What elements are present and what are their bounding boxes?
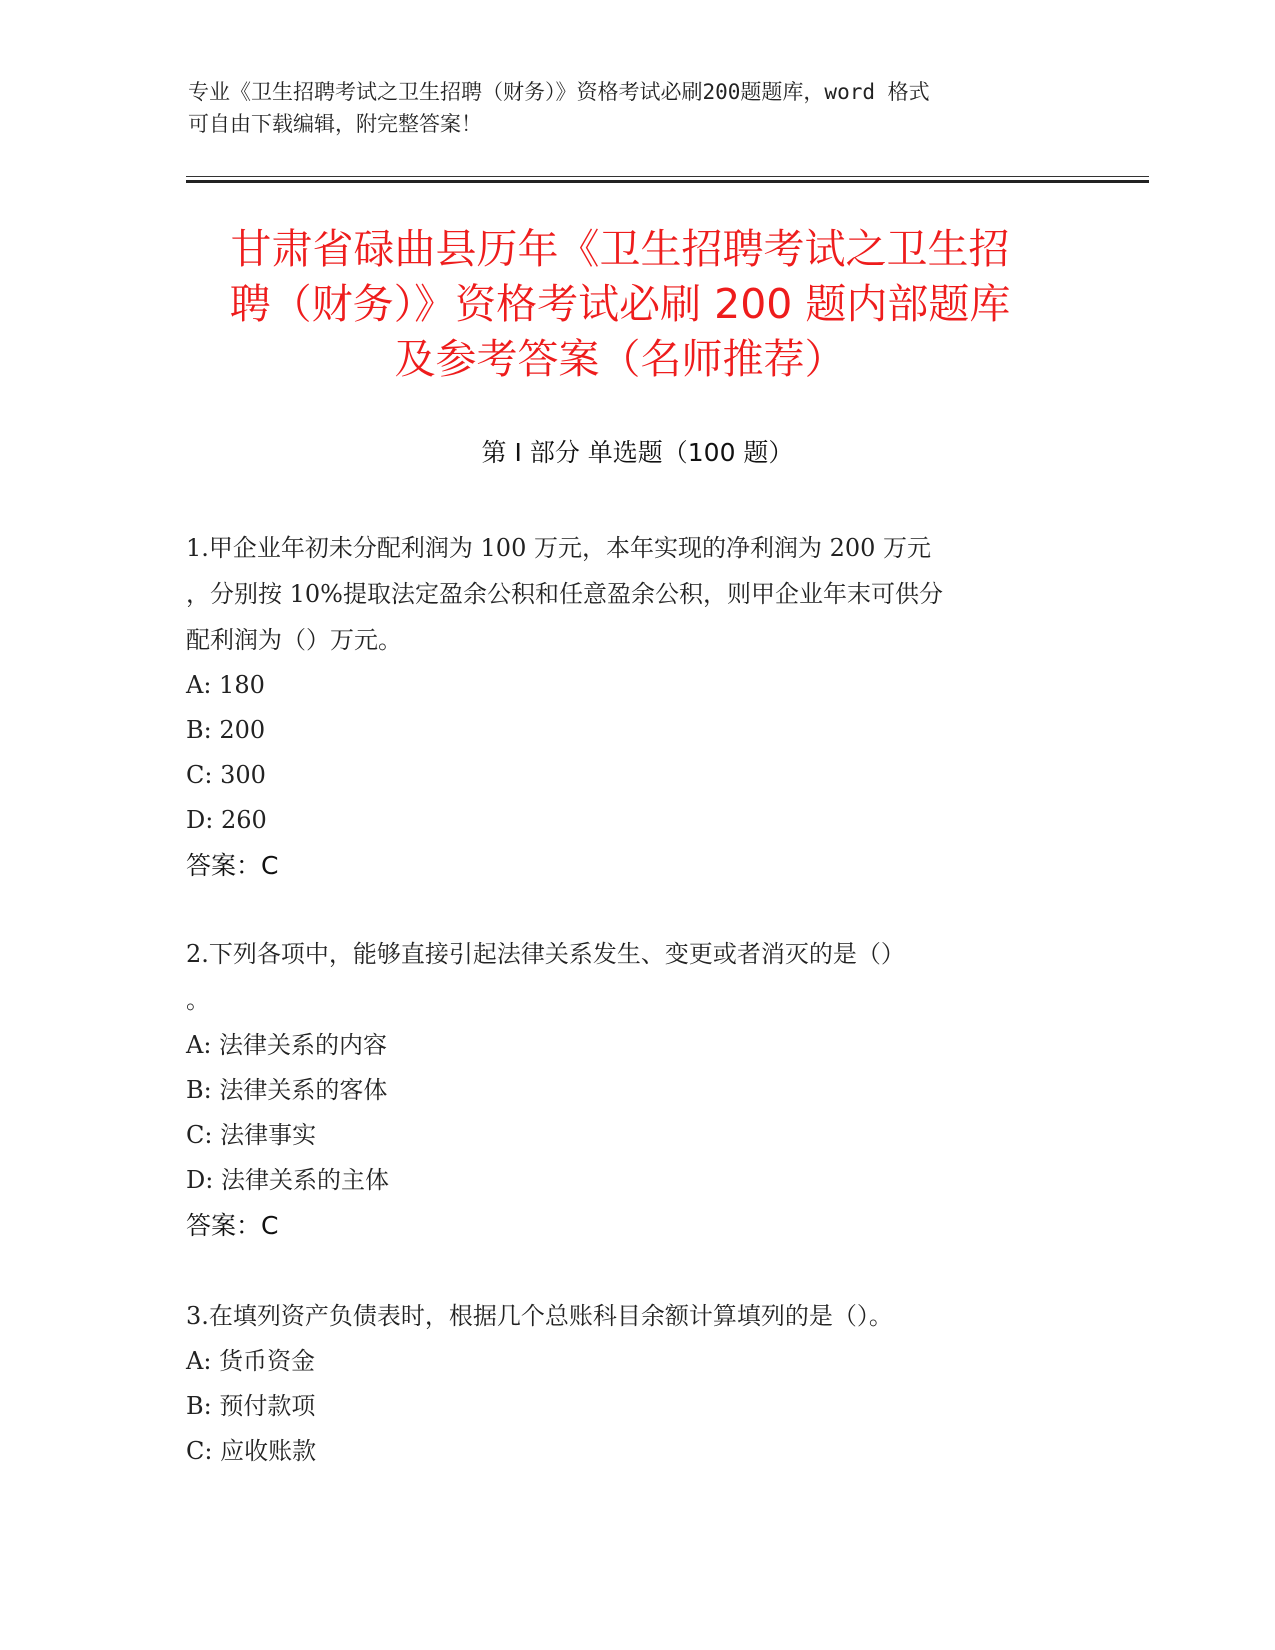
section-title: 第 I 部分 单选题（100 题） bbox=[481, 438, 794, 467]
question-stem bbox=[186, 525, 1086, 663]
question-1 bbox=[186, 525, 1086, 888]
option-b: B: 法律关系的客体 bbox=[186, 1076, 388, 1104]
option-b: B: 预付款项 bbox=[186, 1392, 316, 1420]
option-d: D: 法律关系的主体 bbox=[186, 1166, 389, 1194]
option-a: A: 货币资金 bbox=[186, 1347, 316, 1375]
header-divider-thick bbox=[186, 180, 1149, 183]
option-b: B: 200 bbox=[186, 716, 266, 744]
document-title bbox=[160, 222, 1080, 387]
title-line-1: 甘肃省碌曲县历年《卫生招聘考试之卫生招 bbox=[230, 225, 1010, 273]
question-3 bbox=[186, 1293, 1086, 1474]
option-c: C: 300 bbox=[186, 761, 266, 789]
header-note-line-1: 专业《卫生招聘考试之卫生招聘（财务）》资格考试必刷200题题库，word 格式 bbox=[188, 80, 930, 104]
stem-line: 2.下列各项中，能够直接引起法律关系发生、变更或者消灭的是（） bbox=[186, 940, 905, 968]
stem-line: 配利润为（）万元。 bbox=[186, 626, 402, 654]
option-a: A: 180 bbox=[186, 671, 265, 699]
header-note-line-2: 可自由下载编辑，附完整答案！ bbox=[188, 112, 482, 136]
answer: 答案：C bbox=[186, 851, 279, 880]
option-d: D: 260 bbox=[186, 806, 267, 834]
option-a: A: 法律关系的内容 bbox=[186, 1031, 388, 1059]
stem-line: ，分别按 10%提取法定盈余公积和任意盈余公积，则甲企业年末可供分 bbox=[186, 580, 943, 608]
question-stem bbox=[186, 1293, 1086, 1339]
option-c: C: 应收账款 bbox=[186, 1437, 317, 1465]
option-c: C: 法律事实 bbox=[186, 1121, 317, 1149]
stem-line: 3.在填列资产负债表时，根据几个总账科目余额计算填列的是（）。 bbox=[186, 1302, 893, 1330]
answer: 答案：C bbox=[186, 1211, 279, 1240]
title-line-2: 聘（财务）》资格考试必刷 200 题内部题库 bbox=[229, 280, 1011, 328]
header-divider-thin bbox=[186, 176, 1149, 177]
question-2 bbox=[186, 931, 1086, 1248]
title-line-3: 及参考答案（名师推荐） bbox=[394, 335, 846, 383]
question-stem bbox=[186, 931, 1086, 1023]
stem-line: 。 bbox=[186, 986, 210, 1014]
stem-line: 1.甲企业年初未分配利润为 100 万元，本年实现的净利润为 200 万元 bbox=[186, 534, 932, 562]
header-note bbox=[188, 76, 1068, 140]
